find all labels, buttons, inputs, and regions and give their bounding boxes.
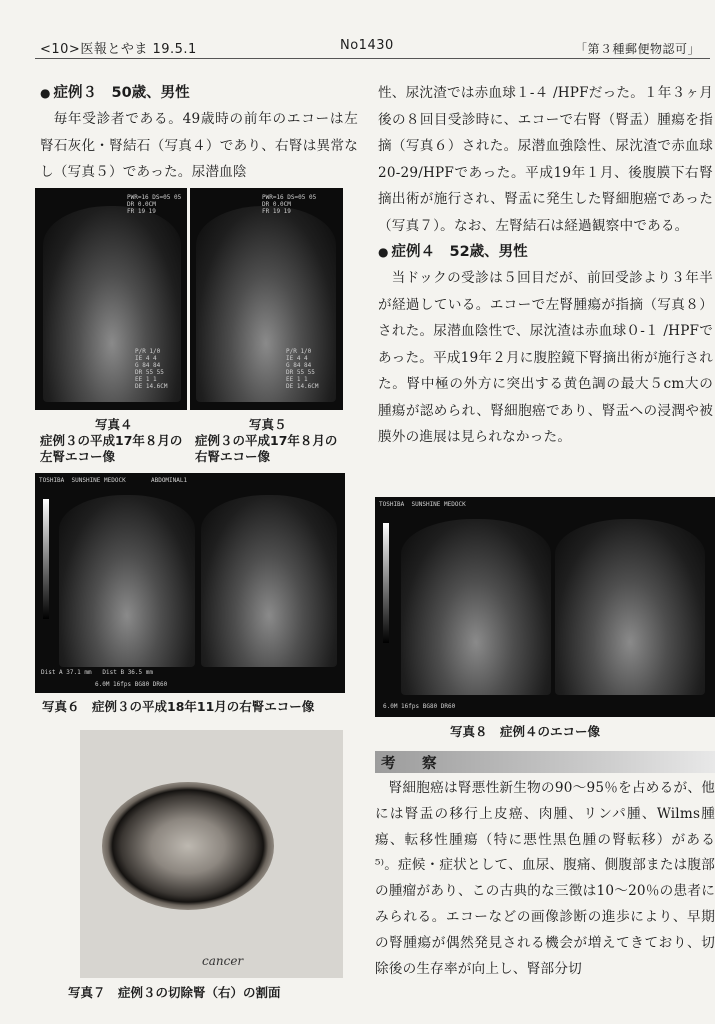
photo5-ultrasound: PWR=16 DS=05 05 DR 0.0CM FR 19 19 P/R 1/0 IE 4 4 G 84 84 DR 55 55 EE 1 1 DE 14.6CM bbox=[190, 188, 343, 410]
photo5-caption-line1: 症例３の平成17年８月の bbox=[195, 433, 338, 448]
photo4-label: 写真４ bbox=[95, 417, 133, 432]
photo7-specimen-image bbox=[80, 730, 343, 978]
photo4-caption-line1: 症例３の平成17年８月の bbox=[40, 433, 183, 448]
photo4-caption-line2: 左腎エコー像 bbox=[40, 449, 116, 464]
photo8-caption: 写真８ 症例４のエコー像 bbox=[450, 724, 601, 739]
photo7-caption: 写真７ 症例３の切除腎（右）の割面 bbox=[68, 985, 281, 1000]
left-column bbox=[40, 80, 358, 186]
case3-paragraph: 毎年受診者である。49歳時の前年のエコーは左腎石灰化・腎結石（写真４）であり、右腎は異常なし（写真５）であった。尿潜血陰 bbox=[40, 111, 358, 180]
case4-paragraph: 当ドックの受診は５回目だが、前回受診より３年半が経過している。エコーで左腎腫瘍が指摘（写真８）された。尿潜血陰性で、尿沈渣は赤血球０-１ /HPFであった。平成19年２月に腹腔鏡下腎摘出術が施行された。腎中極の外方に突出する黄色調の最大５cm大の腫瘍が認められ、腎細胞癌であり、腎盂への浸潤や被膜外の進展は見られなかった。 bbox=[378, 270, 713, 445]
photo5-caption-line2: 右腎エコー像 bbox=[195, 449, 271, 464]
photo6-caption: 写真６ 症例３の平成18年11月の右腎エコー像 bbox=[42, 699, 315, 714]
journal-title: <10>医報とやま 19.5.1 bbox=[40, 42, 197, 57]
photo7-handwritten-label: cancer bbox=[202, 954, 244, 968]
discussion-heading-bar bbox=[375, 751, 715, 773]
case4-heading: ● 症例４ 52歳、男性 bbox=[378, 244, 528, 260]
issue-number: No1430 bbox=[340, 38, 394, 53]
header-rule bbox=[35, 58, 710, 59]
photo6-ultrasound: TOSHIBA SUNSHINE MEDOCK ABDOMINAL1 Dist A 37.1 mm Dist B 36.5 mm 6.0M 16fps BG80 DR60 bbox=[35, 473, 345, 693]
page-header bbox=[0, 0, 715, 60]
case3-continued-paragraph: 性、尿沈渣では赤血球１-４ /HPFだった。１年３ヶ月後の８回目受診時に、エコーで右腎（腎盂）腫瘍を指摘（写真６）された。尿潜血強陰性、尿沈渣で赤血球20-29/HPFであった。平成19年１月、後腹膜下右腎摘出術が施行され、腎盂に発生した腎細胞癌であった（写真７）。なお、左腎結石は経過観察中である。 bbox=[378, 85, 713, 234]
discussion-paragraph: 腎細胞癌は腎悪性新生物の90～95％を占めるが、他には腎盂の移行上皮癌、肉腫、リンパ腫、Wilms腫瘍、転移性腫瘍（特に悪性黒色腫の腎転移）がある⁵⁾。症候・症状として、血尿、腹痛、側腹部または腹部の腫瘤があり、この古典的な三徴は10～20％の患者にみられる。エコーなどの画像診断の進歩により、早期の腎腫瘍が偶然発見される機会が増えてきており、切除後の生存率が向上し、腎部分切 bbox=[375, 780, 715, 977]
postal-permit: 「第３種郵便物認可」 bbox=[575, 42, 701, 56]
case3-heading: ● 症例３ 50歳、男性 bbox=[40, 85, 190, 101]
photo5-label: 写真５ bbox=[249, 417, 287, 432]
discussion-section bbox=[375, 776, 715, 982]
right-column bbox=[378, 80, 713, 451]
photo8-ultrasound: TOSHIBA SUNSHINE MEDOCK 6.0M 16fps BG80 DR60 bbox=[375, 497, 715, 717]
discussion-heading: 考 察 bbox=[381, 756, 443, 772]
photo4-ultrasound: PWR=16 DS=05 05 DR 0.0CM FR 19 19 P/R 1/0 IE 4 4 G 84 84 DR 55 55 EE 1 1 DE 14.6CM bbox=[35, 188, 187, 410]
